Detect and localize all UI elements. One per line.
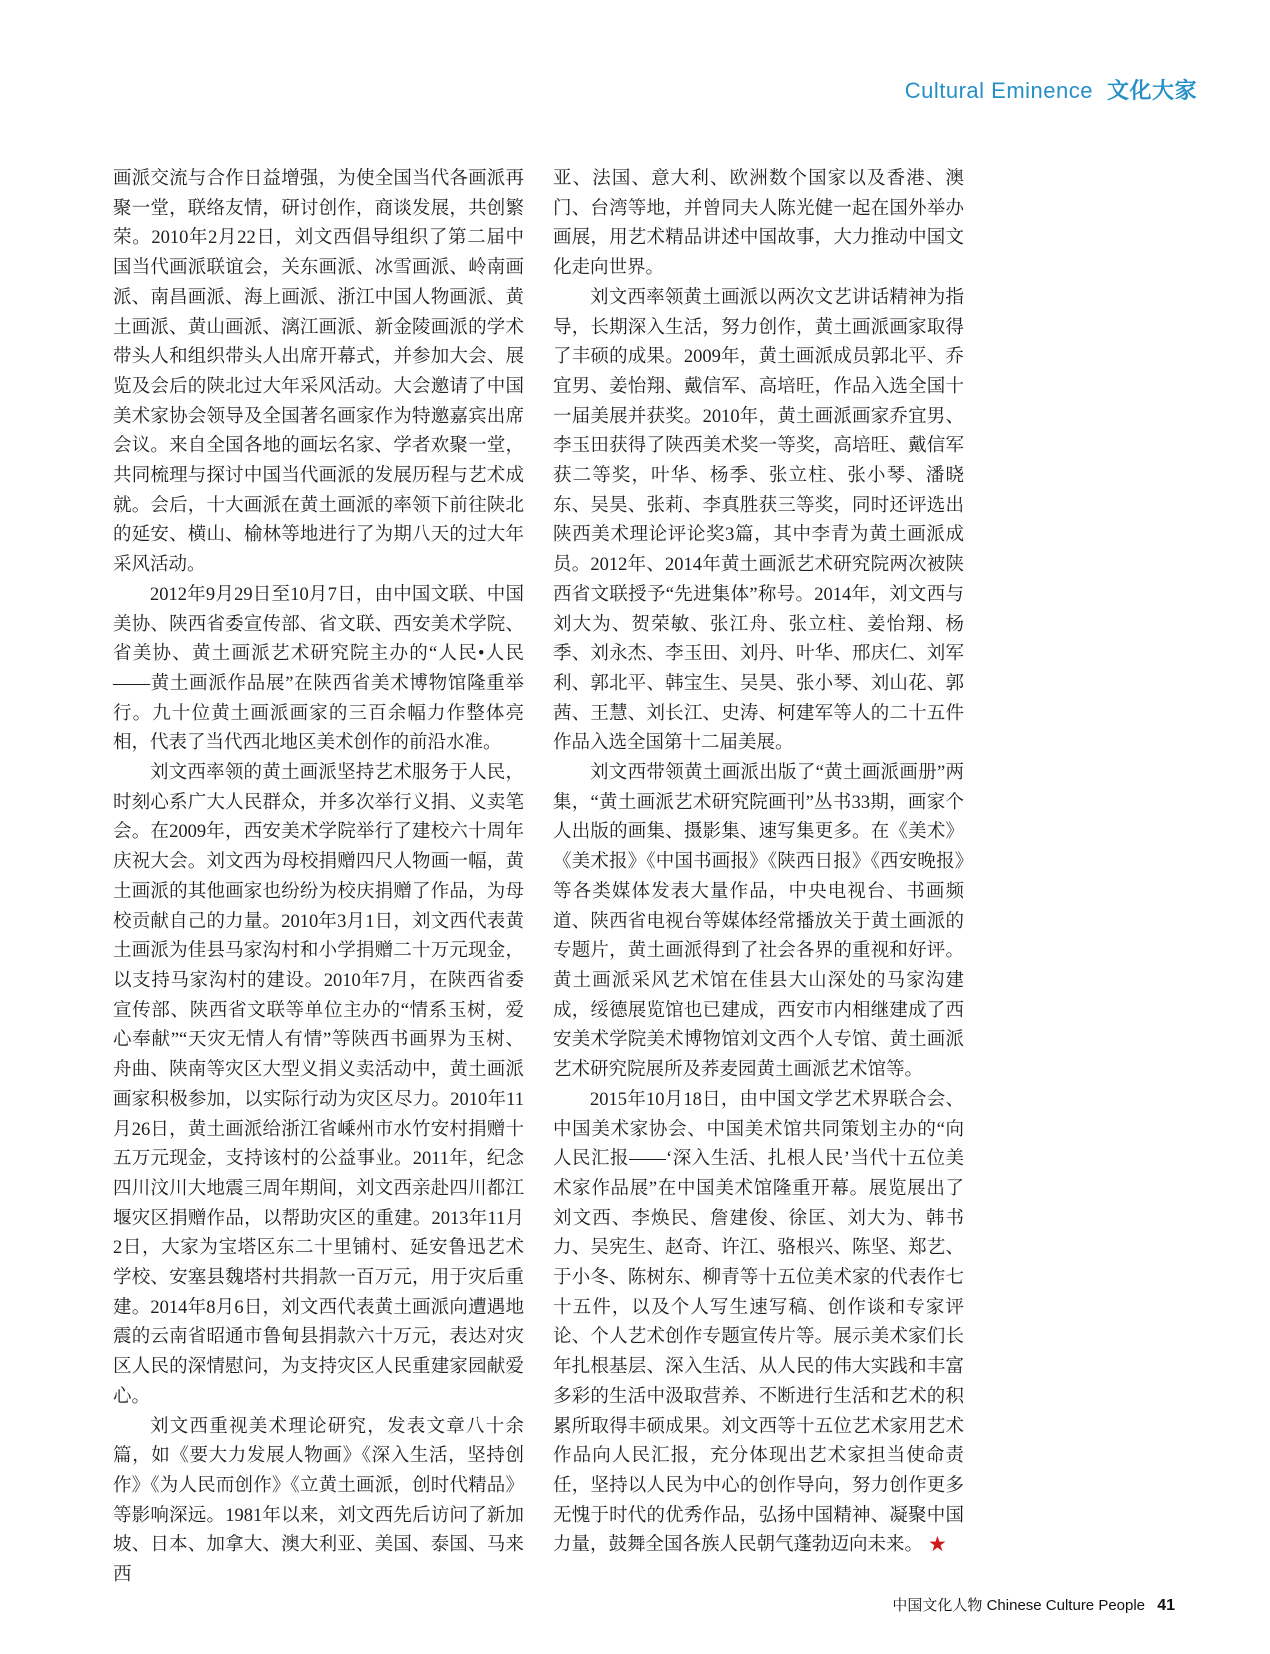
- article-paragraph: 刘文西率领的黄土画派坚持艺术服务于人民，时刻心系广大人民群众，并多次举行义捐、义卖笔会。在2009年，西安美术学院举行了建校六十周年庆祝大会。刘文西为母校捐赠四尺人物画一幅，黄土画派的其他画家也纷纷为校庆捐赠了作品，为母校贡献自己的力量。2010年3月1日，刘文西代表黄土画派为佳县马家沟村和小学捐赠二十万元现金，以支持马家沟村的建设。2010年7月，在陕西省委宣传部、陕西省文联等单位主办的“情系玉树，爱心奉献”“天灾无情人有情”等陕西书画界为玉树、舟曲、陕南等灾区大型义捐义卖活动中，黄土画派画家积极参加，以实际行动为灾区尽力。2010年11月26日，黄土画派给浙江省嵊州市水竹安村捐赠十五万元现金，支持该村的公益事业。2011年，纪念四川汶川大地震三周年期间，刘文西亲赴四川都江堰灾区捐赠作品，以帮助灾区的重建。2013年11月2日，大家为宝塔区东二十里铺村、延安鲁迅艺术学校、安塞县魏塔村共捐款一百万元，用于灾后重建。2014年8月6日，刘文西代表黄土画派向遭遇地震的云南省昭通市鲁甸县捐款六十万元，表达对灾区人民的深情慰问，为支持灾区人民重建家园献爱心。: [113, 763, 524, 1407]
- article-paragraph: 亚、法国、意大利、欧洲数个国家以及香港、澳门、台湾等地，并曾同夫人陈光健一起在国外举办画展，用艺术精品讲述中国故事，大力推动中国文化走向世界。: [553, 169, 964, 279]
- section-title-chinese: 文化大家: [1106, 78, 1197, 103]
- article-paragraph: 刘文西带领黄土画派出版了“黄土画派画册”两集，“黄土画派艺术研究院画刊”丛书33期，画家个人出版的画集、摄影集、速写集更多。在《美术》《美术报》《中国书画报》《陕西日报》《西安晚报》等各类媒体发表大量作品，中央电视台、书画频道、陕西省电视台等媒体经常播放关于黄土画派的专题片，黄土画派得到了社会各界的重视和好评。黄土画派采风艺术馆在佳县大山深处的马家沟建成，绥德展览馆也已建成，西安市内相继建成了西安美术学院美术博物馆刘文西个人专馆、黄土画派艺术研究院展所及荞麦园黄土画派艺术馆等。: [553, 763, 964, 1081]
- page-footer: [892, 1594, 1175, 1615]
- section-title-english: Cultural Eminence: [904, 78, 1093, 103]
- page-header: [905, 74, 1197, 105]
- journal-name-english: Chinese Culture People: [986, 1597, 1146, 1614]
- article-paragraph: 刘文西重视美术理论研究，发表文章八十余篇，如《要大力发展人物画》《深入生活，坚持创作》《为人民而创作》《立黄土画派，创时代精品》等影响深远。1981年以来，刘文西先后访问了新加坡、日本、加拿大、澳大利亚、美国、泰国、马来西: [113, 1416, 524, 1586]
- article-paragraph: 刘文西率领黄土画派以两次文艺讲话精神为指导，长期深入生活，努力创作，黄土画派画家取得了丰硕的成果。2009年，黄土画派成员郭北平、乔宜男、姜怡翔、戴信军、高培旺，作品入选全国十一届美展并获奖。2010年，黄土画派画家乔宜男、李玉田获得了陕西美术奖一等奖，高培旺、戴信军获二等奖，叶华、杨季、张立柱、张小琴、潘晓东、吴昊、张莉、李真胜获三等奖，同时还评选出陕西美术理论评论奖3篇，其中李青为黄土画派成员。2012年、2014年黄土画派艺术研究院两次被陕西省文联授予“先进集体”称号。2014年，刘文西与刘大为、贺荣敏、张江舟、张立柱、姜怡翔、杨季、刘永杰、李玉田、刘丹、叶华、邢庆仁、刘军利、郭北平、韩宝生、吴昊、张小琴、刘山花、郭茜、王慧、刘长江、史涛、柯建军等人的二十五件作品入选全国第十二届美展。: [553, 287, 964, 754]
- page-number: 41: [1157, 1597, 1175, 1614]
- article-column-right: [553, 165, 964, 1561]
- article-column-left: [113, 165, 524, 1591]
- article-paragraph: 2015年10月18日，由中国文学艺术界联合会、中国美术家协会、中国美术馆共同策划主办的“向人民汇报——‘深入生活、扎根人民’当代十五位美术家作品展”在中国美术馆隆重开幕。展览展出了刘文西、李焕民、詹建俊、徐匡、刘大为、韩书力、吴宪生、赵奇、许江、骆根兴、陈坚、郑艺、于小冬、陈树东、柳青等十五位美术家的代表作七十五件，以及个人写生速写稿、创作谈和专家评论、个人艺术创作专题宣传片等。展示美术家们长年扎根基层、深入生活、从人民的伟大实践和丰富多彩的生活中汲取营养、不断进行生活和艺术的积累所取得丰硕成果。刘文西等十五位艺术家用艺术作品向人民汇报，充分体现出艺术家担当使命责任，坚持以人民为中心的创作导向，努力创作更多无愧于时代的优秀作品，弘扬中国精神、凝聚中国力量，鼓舞全国各族人民朝气蓬勃迈向未来。 ★: [553, 1089, 964, 1557]
- journal-name-chinese: 中国文化人物: [892, 1597, 983, 1614]
- end-of-article-star-icon: ★: [928, 1532, 947, 1557]
- article-paragraph: 画派交流与合作日益增强，为使全国当代各画派再聚一堂，联络友情，研讨创作，商谈发展，共创繁荣。2010年2月22日，刘文西倡导组织了第二届中国当代画派联谊会，关东画派、冰雪画派、岭南画派、南昌画派、海上画派、浙江中国人物画派、黄土画派、黄山画派、漓江画派、新金陵画派的学术带头人和组织带头人出席开幕式，并参加大会、展览及会后的陕北过大年采风活动。大会邀请了中国美术家协会领导及全国著名画家作为特邀嘉宾出席会议。来自全国各地的画坛名家、学者欢聚一堂，共同梳理与探讨中国当代画派的发展历程与艺术成就。会后，十大画派在黄土画派的率领下前往陕北的延安、横山、榆林等地进行了为期八天的过大年采风活动。: [113, 169, 524, 576]
- article-paragraph: 2012年9月29日至10月7日，由中国文联、中国美协、陕西省委宣传部、省文联、西安美术学院、省美协、黄土画派艺术研究院主办的“人民•人民——黄土画派作品展”在陕西省美术博物馆隆重举行。九十位黄土画派画家的三百余幅力作整体亮相，代表了当代西北地区美术创作的前沿水准。: [113, 584, 524, 754]
